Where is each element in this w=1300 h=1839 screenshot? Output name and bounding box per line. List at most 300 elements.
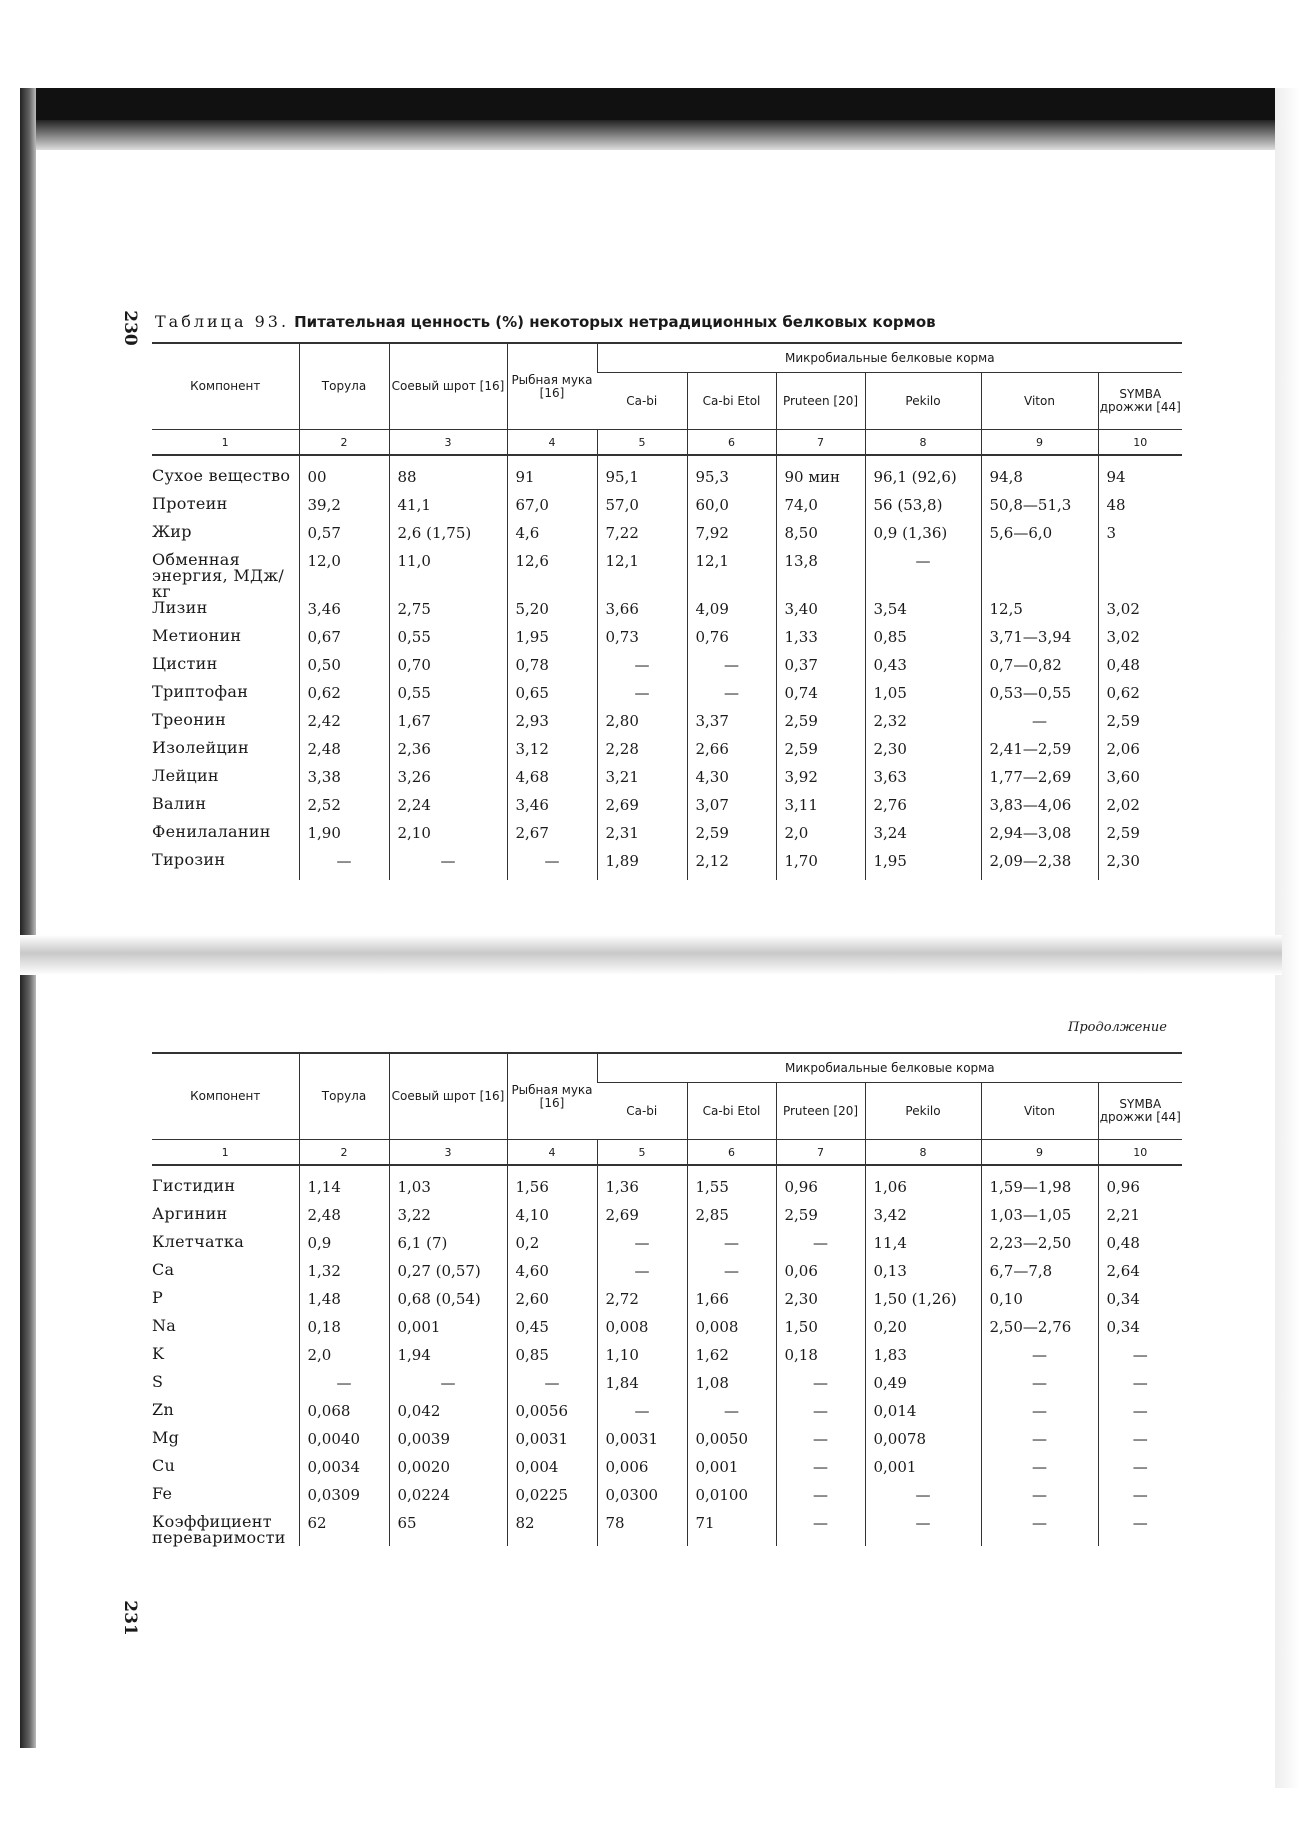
table-cell: 0,0056: [507, 1402, 597, 1430]
header-fishmeal: Рыбная мука [16]: [507, 1053, 597, 1140]
table-cell: 60,0: [687, 496, 776, 524]
table-cell: 1,06: [865, 1178, 981, 1206]
table-cell: 7,22: [597, 524, 687, 552]
table-cell: 0,96: [1098, 1178, 1182, 1206]
row-label: Фенилаланин: [152, 822, 271, 841]
table-cell: 2,36: [389, 740, 507, 768]
table-cell: 1,66: [687, 1290, 776, 1318]
table-cell: 0,0225: [507, 1486, 597, 1514]
table-cell: 0,18: [299, 1318, 389, 1346]
header-component: Компонент: [152, 343, 299, 430]
table-cell: 0,006: [597, 1458, 687, 1486]
table-cell: 0,43: [865, 656, 981, 684]
table-cell: 0,014: [865, 1402, 981, 1430]
row-label: Коэффициент переваримости: [152, 1512, 286, 1547]
table-cell: 0,0034: [299, 1458, 389, 1486]
spacer-cell: [1098, 455, 1182, 468]
table-cell: 2,28: [597, 740, 687, 768]
spacer-cell: [687, 1165, 776, 1178]
table-cell: 0,27 (0,57): [389, 1262, 507, 1290]
table-cell: 11,4: [865, 1234, 981, 1262]
table-cell: 3,07: [687, 796, 776, 824]
table-cell: 2,59: [776, 740, 865, 768]
table-cell: 0,0300: [597, 1486, 687, 1514]
header-pruteen: Pruteen [20]: [776, 1083, 865, 1140]
table-cell: 2,42: [299, 712, 389, 740]
table-row: [152, 1290, 1182, 1318]
table-cell: —: [776, 1374, 865, 1402]
table-cell: 1,95: [507, 628, 597, 656]
table-cell: 2,0: [299, 1346, 389, 1374]
column-number: 8: [865, 430, 981, 456]
table-cell: 0,008: [687, 1318, 776, 1346]
table-cell: 12,1: [687, 552, 776, 600]
spacer-row: [152, 1165, 1182, 1178]
row-label: Метионин: [152, 626, 242, 645]
row-label: Na: [152, 1316, 177, 1335]
table-cell: 0,34: [1098, 1290, 1182, 1318]
table-row: [152, 712, 1182, 740]
column-number: 9: [981, 1140, 1098, 1166]
column-number: 1: [152, 430, 299, 456]
table-cell: —: [776, 1486, 865, 1514]
table-cell: 0,0040: [299, 1430, 389, 1458]
table-cell: 3,60: [1098, 768, 1182, 796]
table-cell: 65: [389, 1514, 507, 1546]
table-cell: 0,001: [389, 1318, 507, 1346]
table-cell: 4,60: [507, 1262, 597, 1290]
table-cell: 6,7—7,8: [981, 1262, 1098, 1290]
table-cell: —: [597, 1234, 687, 1262]
table-cell: 0,62: [299, 684, 389, 712]
column-number: 3: [389, 430, 507, 456]
table-cell: 0,13: [865, 1262, 981, 1290]
table-cell: 78: [597, 1514, 687, 1546]
header-cabi: Ca-bi: [597, 1083, 687, 1140]
table-cell: 67,0: [507, 496, 597, 524]
table-cell: —: [1098, 1346, 1182, 1374]
row-label: P: [152, 1288, 164, 1307]
table-cell: —: [687, 684, 776, 712]
table-cell: 0,0031: [507, 1430, 597, 1458]
table-cell: 4,6: [507, 524, 597, 552]
table-cell: —: [597, 1402, 687, 1430]
table-cell: 2,48: [299, 1206, 389, 1234]
table-row: [152, 1318, 1182, 1346]
table-row: [152, 468, 1182, 496]
table-cell: —: [1098, 1514, 1182, 1546]
spacer-cell: [981, 455, 1098, 468]
column-number-row: [152, 1140, 1182, 1166]
table-cell: 1,03—1,05: [981, 1206, 1098, 1234]
table-part-2: [152, 1052, 1181, 1547]
table-cell: 0,004: [507, 1458, 597, 1486]
table-cell: —: [299, 852, 389, 880]
spacer-cell: [597, 1165, 687, 1178]
table-cell: 0,7—0,82: [981, 656, 1098, 684]
table-cell: 2,59: [687, 824, 776, 852]
column-number: 4: [507, 430, 597, 456]
spacer-cell: [776, 455, 865, 468]
table-cell: 0,0224: [389, 1486, 507, 1514]
header-microbial-group: Микробиальные белковые корма: [597, 343, 1182, 373]
spacer-row: [152, 455, 1182, 468]
scan-left-edge: [20, 88, 36, 1748]
table-cell: 95,3: [687, 468, 776, 496]
table-cell: 3,40: [776, 600, 865, 628]
table-cell: 1,83: [865, 1346, 981, 1374]
table-cell: —: [865, 1486, 981, 1514]
table-cell: 3,24: [865, 824, 981, 852]
spacer-cell: [981, 1165, 1098, 1178]
header-torula: Торула: [299, 343, 389, 430]
table-cell: 5,20: [507, 600, 597, 628]
spacer-cell: [865, 455, 981, 468]
table-cell: [981, 552, 1098, 600]
table-row: [152, 628, 1182, 656]
table-cell: —: [389, 1374, 507, 1402]
table-cell: 2,06: [1098, 740, 1182, 768]
row-label: Лейцин: [152, 766, 219, 785]
column-number: 5: [597, 430, 687, 456]
scan-top-shadow: [20, 120, 1282, 150]
table-cell: 2,09—2,38: [981, 852, 1098, 880]
table-cell: 2,66: [687, 740, 776, 768]
table-cell: —: [981, 1402, 1098, 1430]
table-cell: 2,59: [1098, 712, 1182, 740]
column-number: 2: [299, 1140, 389, 1166]
table-cell: 1,56: [507, 1178, 597, 1206]
table-cell: 12,1: [597, 552, 687, 600]
column-number: 1: [152, 1140, 299, 1166]
row-label: Цистин: [152, 654, 218, 673]
table-cell: 0,65: [507, 684, 597, 712]
table-cell: 3,12: [507, 740, 597, 768]
column-number: 7: [776, 430, 865, 456]
table-cell: —: [981, 1346, 1098, 1374]
table-cell: 0,0039: [389, 1430, 507, 1458]
row-label: Аргинин: [152, 1204, 228, 1223]
table-cell: 2,12: [687, 852, 776, 880]
table-cell: 13,8: [776, 552, 865, 600]
table-cell: 1,32: [299, 1262, 389, 1290]
table-cell: 0,008: [597, 1318, 687, 1346]
table-cell: 3,54: [865, 600, 981, 628]
table-cell: 0,042: [389, 1402, 507, 1430]
table-cell: —: [597, 656, 687, 684]
table-cell: —: [687, 1402, 776, 1430]
header-cabi: Ca-bi: [597, 373, 687, 430]
table-cell: 1,50 (1,26): [865, 1290, 981, 1318]
table-cell: 11,0: [389, 552, 507, 600]
row-label: K: [152, 1344, 165, 1363]
table-cell: 48: [1098, 496, 1182, 524]
table-title-prefix: Таблица 93.: [155, 312, 290, 331]
table-cell: —: [776, 1234, 865, 1262]
table-cell: 3,02: [1098, 628, 1182, 656]
header-microbial-group: Микробиальные белковые корма: [597, 1053, 1182, 1083]
table-cell: 0,0309: [299, 1486, 389, 1514]
header-soy: Соевый шрот [16]: [389, 1053, 507, 1140]
table-cell: 0,10: [981, 1290, 1098, 1318]
header-viton: Viton: [981, 373, 1098, 430]
table-cell: —: [1098, 1402, 1182, 1430]
table-cell: 90 мин: [776, 468, 865, 496]
column-number-row: [152, 430, 1182, 456]
column-number: 9: [981, 430, 1098, 456]
table-cell: 1,33: [776, 628, 865, 656]
spacer-cell: [299, 1165, 389, 1178]
column-number: 10: [1098, 430, 1182, 456]
table-cell: 4,68: [507, 768, 597, 796]
table-cell: 2,75: [389, 600, 507, 628]
table-cell: 62: [299, 1514, 389, 1546]
table-cell: 00: [299, 468, 389, 496]
table-cell: 0,73: [597, 628, 687, 656]
table-row: [152, 496, 1182, 524]
table-row: [152, 1346, 1182, 1374]
row-label: S: [152, 1372, 164, 1391]
table-row: [152, 1486, 1182, 1514]
table-cell: 1,67: [389, 712, 507, 740]
table-cell: 94,8: [981, 468, 1098, 496]
table-cell: 3,83—4,06: [981, 796, 1098, 824]
column-number: 5: [597, 1140, 687, 1166]
row-label: Mg: [152, 1428, 180, 1447]
table-cell: —: [776, 1458, 865, 1486]
row-label: Fe: [152, 1484, 173, 1503]
table-cell: 56 (53,8): [865, 496, 981, 524]
table-cell: —: [981, 1374, 1098, 1402]
table-cell: 91: [507, 468, 597, 496]
table-row: [152, 1430, 1182, 1458]
column-number: 8: [865, 1140, 981, 1166]
row-label: Ca: [152, 1260, 175, 1279]
table-row: [152, 796, 1182, 824]
table-cell: 71: [687, 1514, 776, 1546]
row-label: Валин: [152, 794, 207, 813]
table-cell: 2,0: [776, 824, 865, 852]
table-cell: 3,11: [776, 796, 865, 824]
table-cell: 1,55: [687, 1178, 776, 1206]
table-cell: 0,001: [865, 1458, 981, 1486]
table-cell: 0,0078: [865, 1430, 981, 1458]
table-cell: 1,10: [597, 1346, 687, 1374]
table-cell: 2,59: [776, 1206, 865, 1234]
table-cell: —: [507, 1374, 597, 1402]
table-cell: 3,46: [507, 796, 597, 824]
table-cell: 3,66: [597, 600, 687, 628]
table-cell: [1098, 552, 1182, 600]
row-label: Жир: [152, 522, 192, 541]
table-cell: 41,1: [389, 496, 507, 524]
table-cell: —: [776, 1514, 865, 1546]
table-cell: 0,78: [507, 656, 597, 684]
page-number-bottom: 231: [119, 1600, 140, 1636]
table-row: [152, 852, 1182, 880]
table-cell: 5,6—6,0: [981, 524, 1098, 552]
column-number: 6: [687, 1140, 776, 1166]
table-row: [152, 1402, 1182, 1430]
table-cell: —: [981, 1458, 1098, 1486]
table-cell: 2,94—3,08: [981, 824, 1098, 852]
table-cell: —: [981, 1430, 1098, 1458]
table-cell: 2,48: [299, 740, 389, 768]
row-label: Гистидин: [152, 1176, 236, 1195]
header-component: Компонент: [152, 1053, 299, 1140]
table-cell: 12,6: [507, 552, 597, 600]
table-cell: 2,6 (1,75): [389, 524, 507, 552]
table-cell: 2,67: [507, 824, 597, 852]
table-cell: 3,02: [1098, 600, 1182, 628]
row-label: Изолейцин: [152, 738, 249, 757]
table-cell: 0,74: [776, 684, 865, 712]
table-cell: 0,001: [687, 1458, 776, 1486]
table-cell: —: [981, 1486, 1098, 1514]
table-cell: —: [1098, 1430, 1182, 1458]
table-cell: —: [507, 852, 597, 880]
table-row: [152, 1458, 1182, 1486]
table-cell: 3,38: [299, 768, 389, 796]
table-row: [152, 552, 1182, 600]
table-cell: 3,63: [865, 768, 981, 796]
table-cell: 0,53—0,55: [981, 684, 1098, 712]
table-row: [152, 768, 1182, 796]
table-cell: 0,68 (0,54): [389, 1290, 507, 1318]
column-number: 2: [299, 430, 389, 456]
row-label: Zn: [152, 1400, 175, 1419]
table-cell: —: [1098, 1486, 1182, 1514]
table-cell: 0,2: [507, 1234, 597, 1262]
table-cell: 0,55: [389, 628, 507, 656]
table-cell: 2,41—2,59: [981, 740, 1098, 768]
table-cell: 1,84: [597, 1374, 687, 1402]
table-cell: 0,55: [389, 684, 507, 712]
table-row: [152, 740, 1182, 768]
table-cell: 7,92: [687, 524, 776, 552]
spacer-cell: [507, 1165, 597, 1178]
table-cell: 88: [389, 468, 507, 496]
table-title-text: Питательная ценность (%) некоторых нетрадиционных белковых кормов: [294, 313, 936, 331]
table-cell: 0,0100: [687, 1486, 776, 1514]
table-cell: 3,71—3,94: [981, 628, 1098, 656]
table-cell: 2,30: [776, 1290, 865, 1318]
table-cell: 1,95: [865, 852, 981, 880]
table-cell: 1,50: [776, 1318, 865, 1346]
table-cell: 0,0031: [597, 1430, 687, 1458]
spacer-cell: [507, 455, 597, 468]
row-label: Треонин: [152, 710, 227, 729]
row-label: Тирозин: [152, 850, 226, 869]
table-cell: 95,1: [597, 468, 687, 496]
table-1-body: [152, 430, 1182, 881]
header-pekilo: Pekilo: [865, 373, 981, 430]
row-label: Протеин: [152, 494, 228, 513]
table-cell: 2,93: [507, 712, 597, 740]
table-cell: 0,96: [776, 1178, 865, 1206]
table-cell: 0,0050: [687, 1430, 776, 1458]
table-cell: 2,85: [687, 1206, 776, 1234]
table-cell: 1,03: [389, 1178, 507, 1206]
header-fishmeal: Рыбная мука [16]: [507, 343, 597, 430]
table-cell: —: [299, 1374, 389, 1402]
table-cell: 12,0: [299, 552, 389, 600]
table-cell: 0,50: [299, 656, 389, 684]
table-cell: 2,69: [597, 796, 687, 824]
table-cell: 2,50—2,76: [981, 1318, 1098, 1346]
table-cell: 2,02: [1098, 796, 1182, 824]
table-cell: 0,67: [299, 628, 389, 656]
table-cell: 8,50: [776, 524, 865, 552]
row-label: Лизин: [152, 598, 208, 617]
table-cell: 2,60: [507, 1290, 597, 1318]
spacer-cell: [687, 455, 776, 468]
column-number: 6: [687, 430, 776, 456]
table-row: [152, 1178, 1182, 1206]
table-cell: 74,0: [776, 496, 865, 524]
table-cell: 3,42: [865, 1206, 981, 1234]
table-cell: 39,2: [299, 496, 389, 524]
row-label: Обменная энергия, МДж/кг: [152, 550, 285, 601]
continuation-label: Продолжение: [1068, 1020, 1167, 1035]
table-cell: —: [865, 552, 981, 600]
table-cell: —: [981, 1514, 1098, 1546]
column-number: 4: [507, 1140, 597, 1166]
table-cell: 96,1 (92,6): [865, 468, 981, 496]
table-cell: 3,92: [776, 768, 865, 796]
page-fold: [20, 935, 1282, 975]
header-cabi-etol: Ca-bi Etol: [687, 1083, 776, 1140]
table-cell: 1,48: [299, 1290, 389, 1318]
spacer-cell: [389, 1165, 507, 1178]
table-cell: 1,59—1,98: [981, 1178, 1098, 1206]
table-cell: 0,18: [776, 1346, 865, 1374]
row-label: Клетчатка: [152, 1232, 245, 1251]
table-row: [152, 684, 1182, 712]
table-cell: 0,45: [507, 1318, 597, 1346]
table-cell: 0,9: [299, 1234, 389, 1262]
table-cell: 3,22: [389, 1206, 507, 1234]
table-cell: —: [1098, 1458, 1182, 1486]
table-part-1: [152, 342, 1181, 880]
column-number: 7: [776, 1140, 865, 1166]
table-cell: 0,85: [507, 1346, 597, 1374]
header-viton: Viton: [981, 1083, 1098, 1140]
header-symba: SYMBA дрожжи [44]: [1098, 1083, 1182, 1140]
table-cell: 2,76: [865, 796, 981, 824]
table-row: [152, 1262, 1182, 1290]
table-cell: —: [981, 712, 1098, 740]
table-cell: 82: [507, 1514, 597, 1546]
table-cell: 3: [1098, 524, 1182, 552]
table-cell: —: [389, 852, 507, 880]
table-cell: 1,14: [299, 1178, 389, 1206]
table-cell: 0,06: [776, 1262, 865, 1290]
table-cell: 2,64: [1098, 1262, 1182, 1290]
table-cell: 1,89: [597, 852, 687, 880]
table-row: [152, 656, 1182, 684]
table-cell: 4,30: [687, 768, 776, 796]
table-cell: 0,20: [865, 1318, 981, 1346]
table-cell: 2,31: [597, 824, 687, 852]
table-cell: 0,068: [299, 1402, 389, 1430]
table-cell: 2,21: [1098, 1206, 1182, 1234]
table-cell: 2,10: [389, 824, 507, 852]
table-cell: 2,23—2,50: [981, 1234, 1098, 1262]
table-row: [152, 1206, 1182, 1234]
table-title: [155, 312, 936, 331]
table-row: [152, 1374, 1182, 1402]
